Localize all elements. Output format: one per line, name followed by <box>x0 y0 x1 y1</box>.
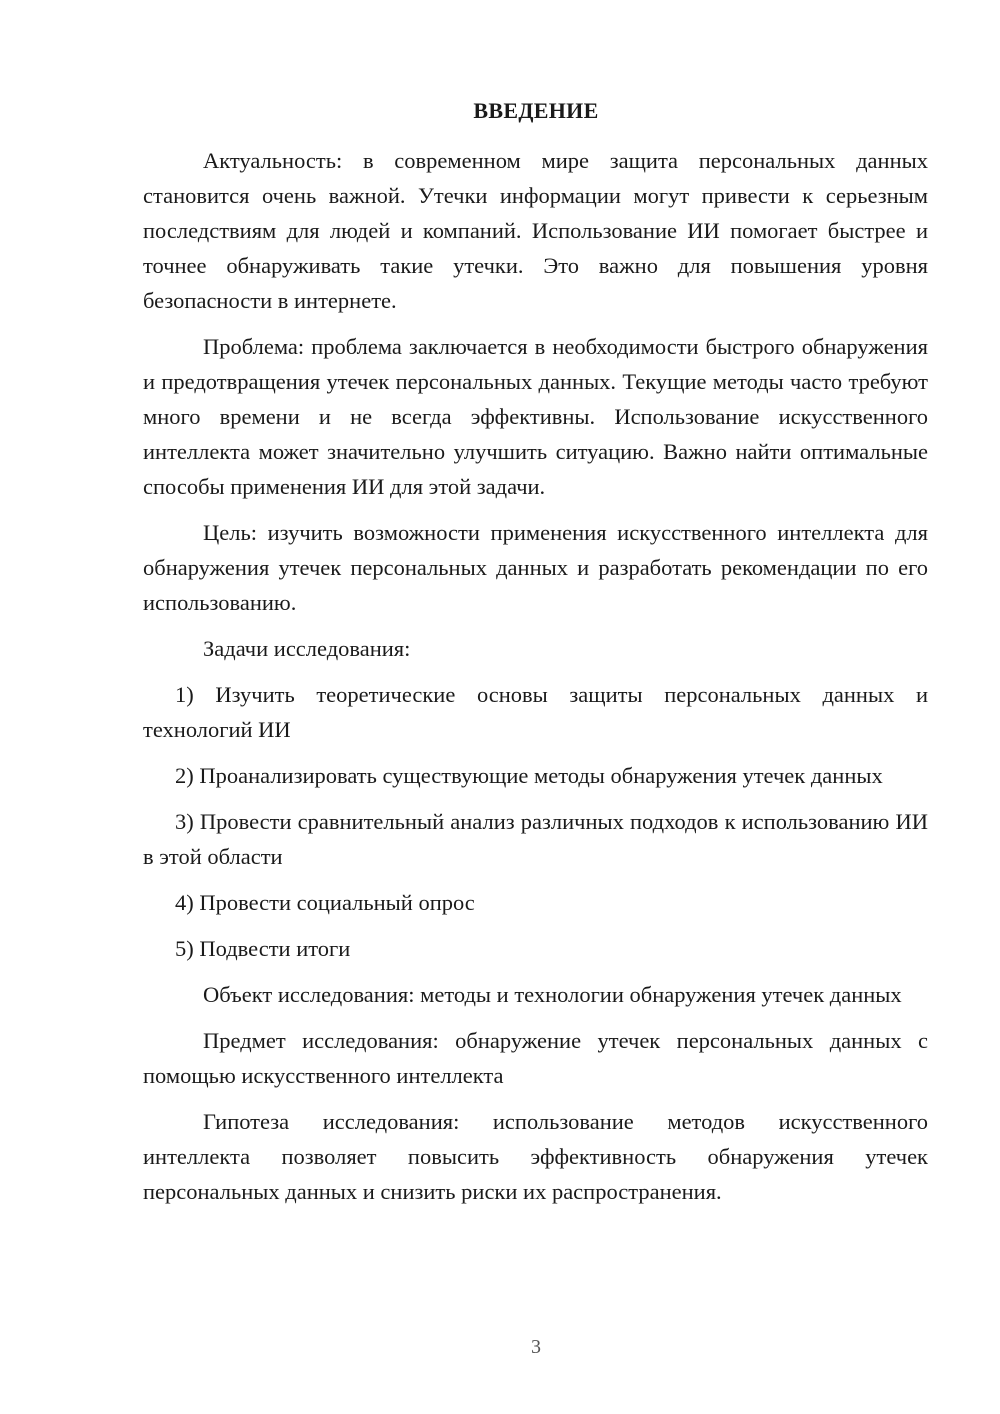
page-number: 3 <box>531 1336 541 1358</box>
task-item-1: 1) Изучить теоретические основы защиты персональных данных и технологий ИИ <box>143 682 928 742</box>
task-item-3: 3) Провести сравнительный анализ различных подходов к использованию ИИ в этой области <box>143 809 928 869</box>
paragraph-hypothesis: Гипотеза исследования: использование методов искусственного интеллекта позволяет повысить эффективность обнаружения утечек персональных данных и снизить риски их распространения. <box>143 1109 928 1204</box>
task-item-5: 5) Подвести итоги <box>175 936 351 961</box>
paragraph-tasks-heading: Задачи исследования: <box>203 636 411 661</box>
document-body <box>143 143 928 1220</box>
task-item-4: 4) Провести социальный опрос <box>175 890 475 915</box>
task-item-2: 2) Проанализировать существующие методы обнаружения утечек данных <box>175 763 883 788</box>
paragraph-object: Объект исследования: методы и технологии обнаружения утечек данных <box>203 982 902 1007</box>
paragraph-relevance: Актуальность: в современном мире защита персональных данных становится очень важной. Утечки информации могут привести к серьезным последствиям для людей и компаний. Использование ИИ помогает быстрее и точнее обнаруживать такие утечки. Это важно для повышения уровня безопасности в интернете. <box>143 148 928 313</box>
section-title: ВВЕДЕНИЕ <box>473 98 599 123</box>
paragraph-goal: Цель: изучить возможности применения искусственного интеллекта для обнаружения утечек персональных данных и разработать рекомендации по его использованию. <box>143 520 928 615</box>
paragraph-problem: Проблема: проблема заключается в необходимости быстрого обнаружения и предотвращения утечек персональных данных. Текущие методы часто требуют много времени и не всегда эффективны. Использование искусственного интеллекта может значительно улучшить ситуацию. Важно найти оптимальные способы применения ИИ для этой задачи. <box>143 334 928 499</box>
paragraph-subject: Предмет исследования: обнаружение утечек персональных данных с помощью искусственного интеллекта <box>143 1028 928 1088</box>
